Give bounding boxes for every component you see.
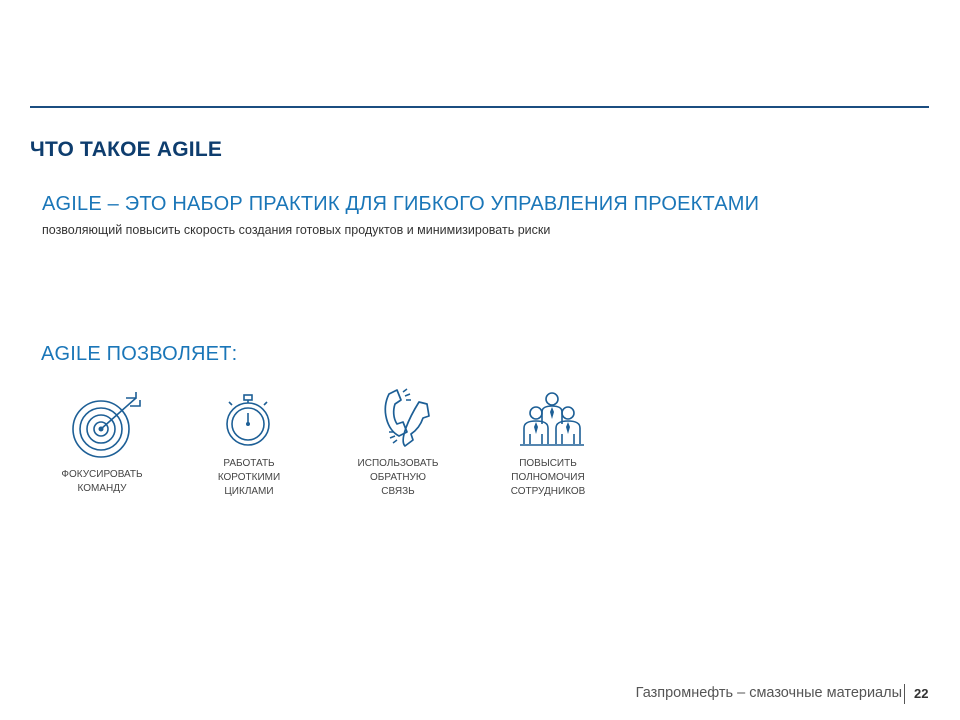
target-icon <box>70 392 144 458</box>
benefit-caption-focus-team: ФОКУСИРОВАТЬ КОМАНДУ <box>61 469 143 494</box>
page-number: 22 <box>914 686 929 701</box>
stopwatch-icon <box>224 392 274 448</box>
team-icon <box>518 388 586 448</box>
benefit-caption-feedback: ИСПОЛЬЗОВАТЬ ОБРАТНУЮ СВЯЗЬ <box>357 458 439 497</box>
benefit-caption-empower-staff: ПОВЫСИТЬ ПОЛНОМОЧИЯ СОТРУДНИКОВ <box>510 458 586 497</box>
agile-definition-subtitle: позволяющий повысить скорость создания готовых продуктов и минимизировать риски <box>42 223 551 237</box>
benefit-caption-short-cycles: РАБОТАТЬ КОРОТКИМИ ЦИКЛАМИ <box>217 458 281 497</box>
agile-definition-heading: AGILE – ЭТО НАБОР ПРАКТИК ДЛЯ ГИБКОГО УПРАВЛЕНИЯ ПРОЕКТАМИ <box>42 193 760 215</box>
page-title: ЧТО ТАКОЕ AGILE <box>30 138 223 161</box>
agile-allows-heading: AGILE ПОЗВОЛЯЕТ: <box>41 343 238 365</box>
phone-feedback-icon <box>369 388 435 448</box>
header-rule <box>30 106 929 108</box>
footer-divider <box>904 684 905 704</box>
footer-company: Газпромнефть – смазочные материалы <box>635 685 902 701</box>
